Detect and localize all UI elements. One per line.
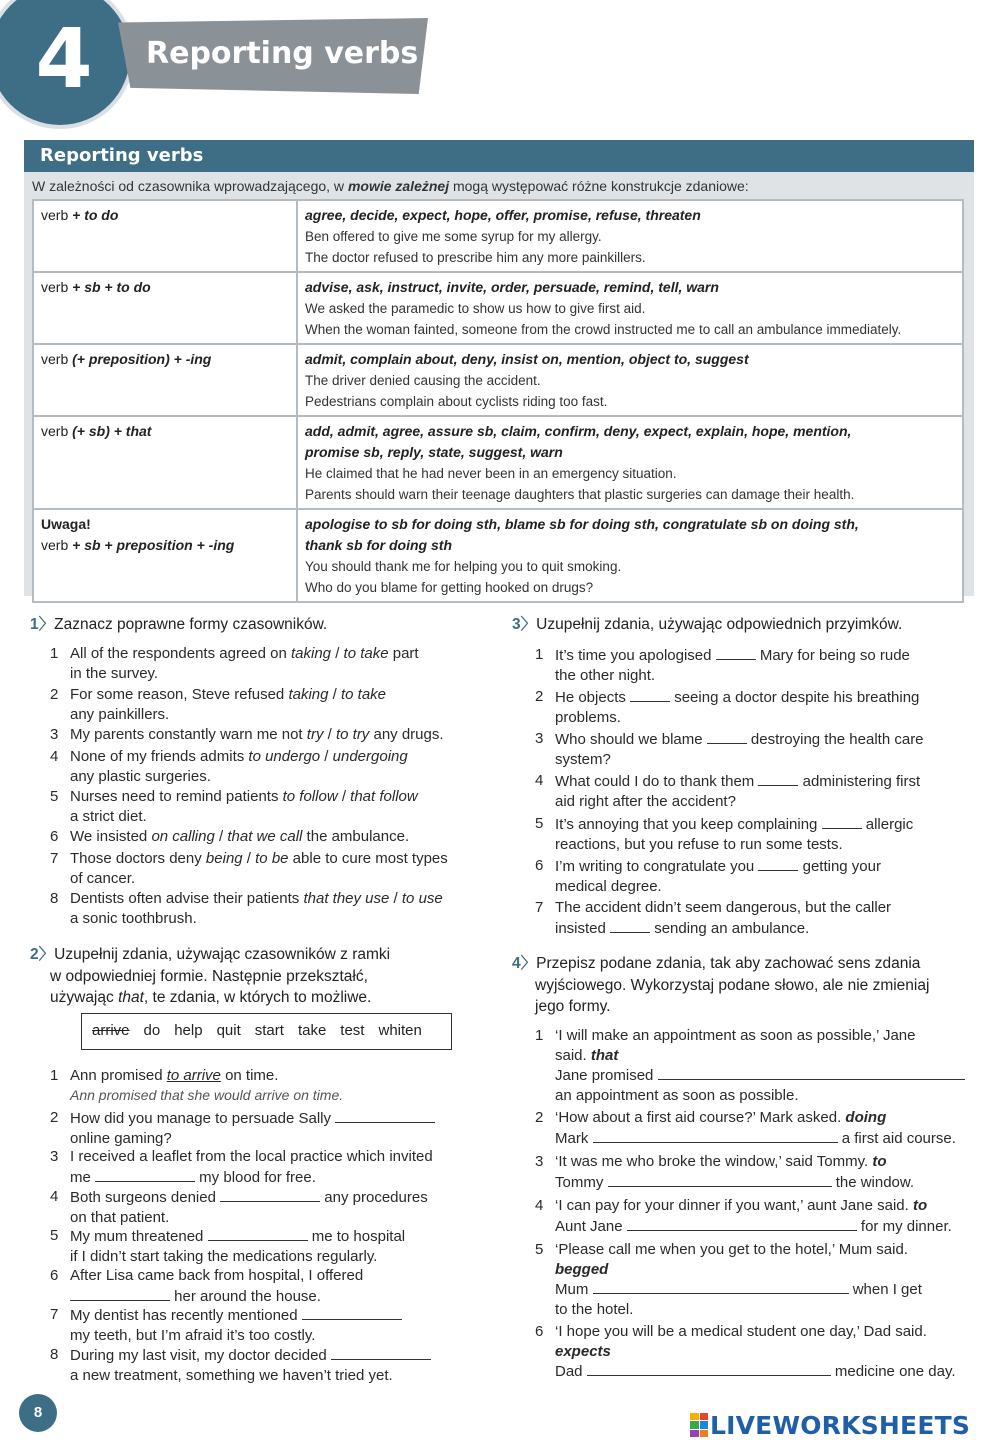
list-item: 7 My dentist has recently mentioned my teeth, but I’m afraid it’s too costly. — [50, 1305, 490, 1345]
word: quit — [216, 1022, 241, 1039]
word: arrive — [92, 1022, 130, 1039]
answer-blank[interactable] — [220, 1187, 320, 1202]
list-item: 2 For some reason, Steve refused taking / to take any painkillers. — [50, 686, 387, 723]
option-b[interactable]: to try — [335, 726, 370, 743]
option-b[interactable]: that follow — [350, 788, 418, 805]
list-item: 6 After Lisa came back from hospital, I offered her around the house. — [50, 1267, 364, 1305]
answer-blank[interactable] — [95, 1167, 195, 1182]
answer-line[interactable] — [627, 1216, 857, 1231]
option-b[interactable]: that we call — [227, 828, 303, 845]
answer-line[interactable] — [608, 1172, 832, 1187]
answer-blank[interactable] — [302, 1305, 402, 1320]
verbs-cell: add, admit, agree, assure sb, claim, confirm, deny, expect, explain, hope, mention, promise sb, reply, state, suggest, warn He claimed that he had never been in an emergency situation. Parents should warn their teenage daughters that plastic surgeries can damage their health. — [297, 416, 963, 509]
exercise-3-heading: 3〉Uzupełnij zdania, używając odpowiednich przyimków. — [512, 616, 903, 633]
list-item: 2 How did you manage to persuade Sally online gaming? — [50, 1108, 490, 1148]
list-item: 1 ‘I will make an appointment as soon as possible,’ Jane said. that Jane promised an appointment as soon as possible. — [535, 1026, 975, 1106]
exercise-2-heading: 2〉Uzupełnij zdania, używając czasowników z ramki w odpowiedniej formie. Następnie przekształć, używając that, te zdania, w których to możliwe. — [30, 946, 391, 1006]
list-item: 5 My mum threatened me to hospital if I didn’t start taking the medications regularly. — [50, 1227, 406, 1265]
list-item: 1 It’s time you apologised Mary for being so rude the other night. — [535, 646, 910, 684]
word: test — [340, 1022, 365, 1039]
list-item: 2 He objects seeing a doctor despite his breathing problems. — [535, 688, 920, 726]
reference-title: Reporting verbs — [40, 145, 204, 166]
table-row — [33, 200, 963, 272]
answer-line[interactable] — [593, 1279, 849, 1294]
pattern-cell: verb + sb + to do — [33, 272, 297, 344]
list-item: 7 Those doctors deny being / to be able to cure most types of cancer. — [50, 850, 448, 887]
list-item: 5 It’s annoying that you keep complaining allergic reactions, but you refuse to run some tests. — [535, 815, 914, 853]
list-item: 3 My parents constantly warn me not try / to try any drugs. — [50, 726, 444, 743]
answer-blank[interactable] — [707, 729, 747, 744]
list-item: 7 The accident didn’t seem dangerous, but the caller insisted sending an ambulance. — [535, 899, 892, 937]
chapter-number: 4 — [35, 12, 93, 107]
exercise-1-heading: 1〉Zaznacz poprawne formy czasowników. — [30, 616, 328, 633]
word: start — [254, 1022, 284, 1039]
option-b[interactable]: to take — [343, 645, 389, 662]
answer-blank[interactable] — [208, 1226, 308, 1241]
answer-blank[interactable] — [630, 687, 670, 702]
list-item: 8 During my last visit, my doctor decided a new treatment, something we haven’t tried yet. — [50, 1345, 490, 1385]
table-row — [33, 344, 963, 416]
list-item: 6 ‘I hope you will be a medical student one day,’ Dad said. expects Dad medicine one day. — [535, 1323, 956, 1380]
pattern-cell: verb (+ preposition) + -ing — [33, 344, 297, 416]
answer-blank[interactable] — [822, 814, 862, 829]
reporting-verbs-table — [32, 199, 964, 603]
answer-blank[interactable] — [610, 918, 650, 933]
answer-line[interactable] — [593, 1128, 838, 1143]
word: do — [143, 1022, 161, 1039]
table-row — [33, 416, 963, 509]
answer-blank[interactable] — [331, 1345, 431, 1360]
option-b[interactable]: undergoing — [332, 748, 408, 765]
word-box — [81, 1013, 452, 1050]
list-item: 5 Nurses need to remind patients to follow / that follow a strict diet. — [50, 788, 418, 825]
word: whiten — [378, 1022, 422, 1039]
list-item: 3 I received a leaflet from the local practice which invited me my blood for free. — [50, 1148, 433, 1186]
option-a[interactable]: that they use — [303, 890, 390, 907]
table-row — [33, 272, 963, 344]
list-item: 4 ‘I can pay for your dinner if you want,’ aunt Jane said. to Aunt Jane for my dinner. — [535, 1197, 952, 1235]
verbs-cell: apologise to sb for doing sth, blame sb for doing sth, congratulate sb on doing sth, thank sb for doing sth You should thank me for helping you to quit smoking. Who do you blame for getting hooked on drugs? — [297, 509, 963, 602]
answer-blank[interactable] — [70, 1286, 170, 1301]
option-b[interactable]: to be — [255, 850, 289, 867]
option-b[interactable]: to use — [401, 890, 443, 907]
list-item: 4 What could I do to thank them administering first aid right after the accident? — [535, 772, 921, 810]
list-item: 4 None of my friends admits to undergo / undergoing any plastic surgeries. — [50, 748, 408, 785]
verbs-cell: advise, ask, instruct, invite, order, persuade, remind, tell, warn We asked the paramedic to show us how to give first aid. When the woman fainted, someone from the crowd instructed me to call an ambulance immediately. — [297, 272, 963, 344]
list-item: 4 Both surgeons denied any procedures on that patient. — [50, 1188, 428, 1226]
answer-blank[interactable] — [758, 771, 798, 786]
reference-intro: W zależności od czasownika wprowadzającego, w mowie zależnej mogą występować różne konstrukcje zdaniowe: — [32, 178, 749, 194]
answer-line[interactable] — [658, 1065, 965, 1080]
page-title: Reporting verbs — [146, 36, 419, 71]
exercise-4-heading: 4〉Przepisz podane zdania, tak aby zachować sens zdania wyjściowego. Wykorzystaj podane słowo, ale nie zmieniaj jego formy. — [512, 955, 930, 1015]
verbs-cell: agree, decide, expect, hope, offer, promise, refuse, threaten Ben offered to give me some syrup for my allergy. The doctor refused to prescribe him any more painkillers. — [297, 200, 963, 272]
option-b[interactable]: to take — [340, 686, 387, 703]
list-item: 6 I’m writing to congratulate you getting your medical degree. — [535, 857, 881, 895]
verbs-cell: admit, complain about, deny, insist on, mention, object to, suggest The driver denied causing the accident. Pedestrians complain about cyclists riding too fast. — [297, 344, 963, 416]
list-item: 5 ‘Please call me when you get to the hotel,’ Mum said. begged Mum when I get to the hotel. — [535, 1241, 922, 1318]
answer-blank[interactable] — [716, 645, 756, 660]
option-a[interactable]: taking — [291, 645, 332, 662]
word: help — [174, 1022, 203, 1039]
word: take — [297, 1022, 327, 1039]
table-row — [33, 509, 963, 602]
list-item: 1 All of the respondents agreed on taking / to take part in the survey. — [50, 645, 419, 682]
option-a[interactable]: to undergo — [248, 748, 321, 765]
pattern-cell: verb + to do — [33, 200, 297, 272]
liveworksheets-icon — [690, 1413, 708, 1437]
list-item: 1 Ann promised to arrive on time. Ann promised that she would arrive on time. — [50, 1067, 344, 1103]
answer-line[interactable] — [587, 1361, 831, 1376]
list-item: 3 Who should we blame destroying the health care system? — [535, 730, 924, 768]
list-item: 6 We insisted on calling / that we call the ambulance. — [50, 828, 410, 845]
list-item: 2 ‘How about a first aid course?’ Mark asked. doing Mark a first aid course. — [535, 1109, 956, 1147]
answer-blank[interactable] — [335, 1108, 435, 1123]
pattern-cell: Uwaga! verb + sb + preposition + -ing — [33, 509, 297, 602]
liveworksheets-logo: LIVEWORKSHEETS — [690, 1412, 970, 1438]
option-a[interactable]: taking — [288, 686, 329, 703]
list-item: 8 Dentists often advise their patients that they use / to use a sonic toothbrush. — [50, 890, 443, 927]
option-a[interactable]: to follow — [282, 788, 338, 805]
option-a[interactable]: being — [205, 850, 243, 867]
page-number: 8 — [19, 1394, 57, 1432]
option-a[interactable]: on calling — [151, 828, 215, 845]
pattern-cell: verb (+ sb) + that — [33, 416, 297, 509]
option-a[interactable]: try — [306, 726, 324, 743]
answer-blank[interactable] — [758, 856, 798, 871]
list-item: 3 ‘It was me who broke the window,’ said Tommy. to Tommy the window. — [535, 1153, 915, 1191]
